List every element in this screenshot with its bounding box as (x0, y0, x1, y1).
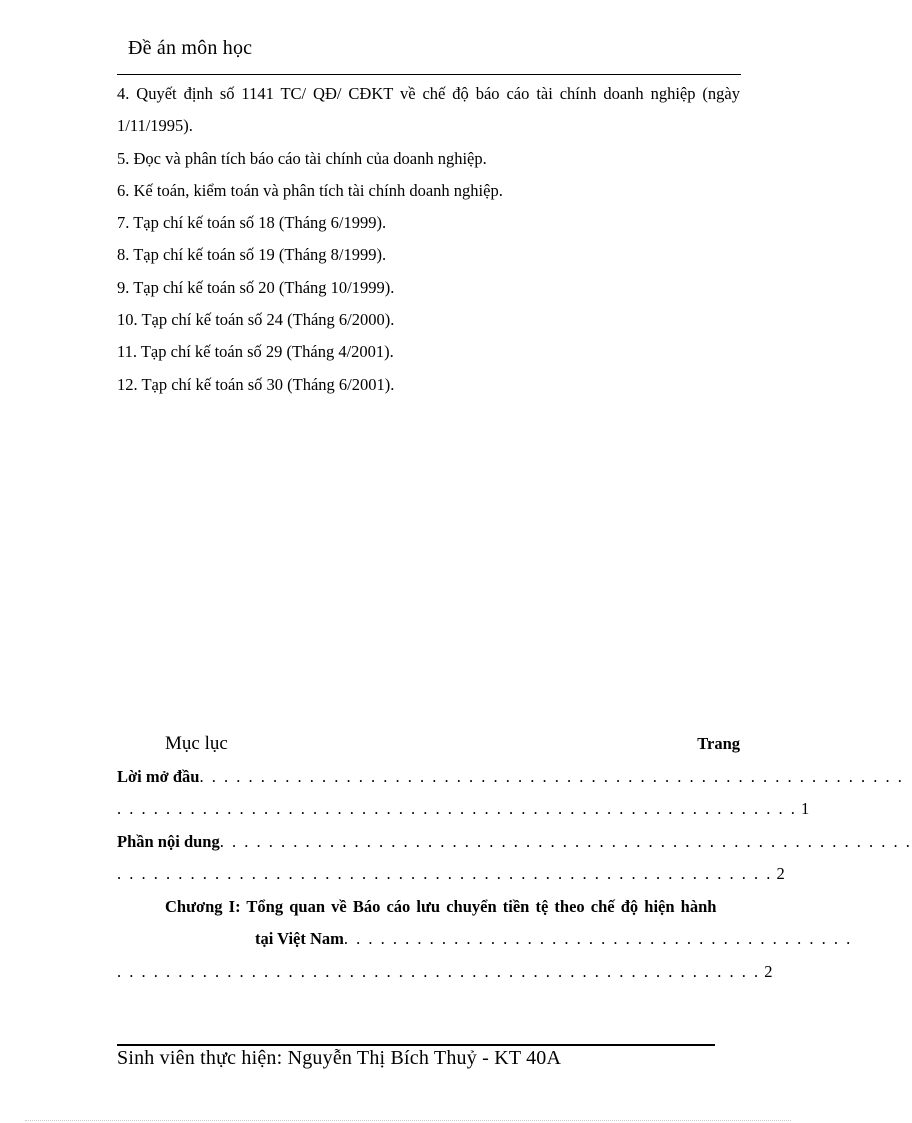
toc-page-number: 2 (776, 864, 785, 883)
page-bottom-border (25, 1120, 791, 1121)
toc-entry (117, 826, 912, 859)
footer-divider (117, 1044, 715, 1046)
reference-item: 5. Đọc và phân tích báo cáo tài chính của doanh nghiệp. (117, 148, 487, 168)
table-of-contents (117, 728, 912, 988)
reference-item: 7. Tạp chí kế toán số 18 (Tháng 6/1999). (117, 213, 387, 233)
reference-item: 8. Tạp chí kế toán số 19 (Tháng 8/1999). (117, 245, 387, 265)
toc-chapter-subline (117, 923, 853, 956)
reference-item: 9. Tạp chí kế toán số 20 (Tháng 10/1999). (117, 277, 395, 297)
footer-author: Sinh viên thực hiện: Nguyễn Thị Bích Thuỷ - KT 40A (117, 1047, 562, 1069)
reference-list (117, 78, 740, 401)
reference-item: 12. Tạp chí kế toán số 30 (Tháng 6/2001). (117, 374, 395, 394)
toc-page-label: Trang (697, 734, 740, 753)
toc-entry-continuation (117, 956, 773, 989)
toc-chapter-sub-label: tại Việt Nam (255, 929, 344, 948)
toc-entry-label: Lời mở đầu (117, 766, 200, 786)
page-header-title: Đề án môn học (128, 37, 253, 59)
reference-item: 10. Tạp chí kế toán số 24 (Tháng 6/2000). (117, 310, 395, 330)
toc-entry-continuation (117, 858, 785, 891)
toc-page-number: 2 (764, 961, 773, 981)
toc-leader-dots: . . . . . . . . . . . . . . . . . . . . . . . . . . . . . . . . . . . . . . . . . . . . . . . . . . . . . . . . . . (199, 766, 904, 786)
toc-chapter-heading: Chương I: Tổng quan về Báo cáo lưu chuyển tiền tệ theo chế độ hiện hành (165, 896, 717, 916)
toc-page-number: 1 (801, 799, 810, 818)
reference-item: 6. Kế toán, kiểm toán và phân tích tài chính doanh nghiệp. (117, 180, 503, 200)
toc-title: Mục lục (165, 733, 228, 754)
toc-entry (117, 761, 904, 794)
toc-entry-label: Phần nội dung (117, 831, 220, 851)
toc-leader-dots: . . . . . . . . . . . . . . . . . . . . . . . . . . . . . . . . . . . . . . . . . . . . . . . . . . . . . . . . . (219, 831, 912, 851)
toc-leader-dots: . . . . . . . . . . . . . . . . . . . . . . . . . . . . . . . . . . . . . . . . . . . . . . . . . . . . . . . . (117, 799, 797, 818)
reference-item: 4. Quyết định số 1141 TC/ QĐ/ CĐKT về chế độ báo cáo tài chính doanh nghiệp (ngày 1/11/1995). (117, 84, 740, 136)
toc-leader-dots: . . . . . . . . . . . . . . . . . . . . . . . . . . . . . . . . . . . . . . . . . . (343, 929, 853, 948)
toc-entry-continuation (117, 793, 810, 826)
toc-header (117, 728, 740, 761)
header-divider (117, 74, 741, 75)
toc-leader-dots: . . . . . . . . . . . . . . . . . . . . . . . . . . . . . . . . . . . . . . . . . . . . . . . . . . . . . . (117, 864, 773, 883)
reference-item: 11. Tạp chí kế toán số 29 (Tháng 4/2001). (117, 342, 394, 362)
toc-leader-dots: . . . . . . . . . . . . . . . . . . . . . . . . . . . . . . . . . . . . . . . . . . . . . . . . . . . . . (117, 961, 761, 981)
